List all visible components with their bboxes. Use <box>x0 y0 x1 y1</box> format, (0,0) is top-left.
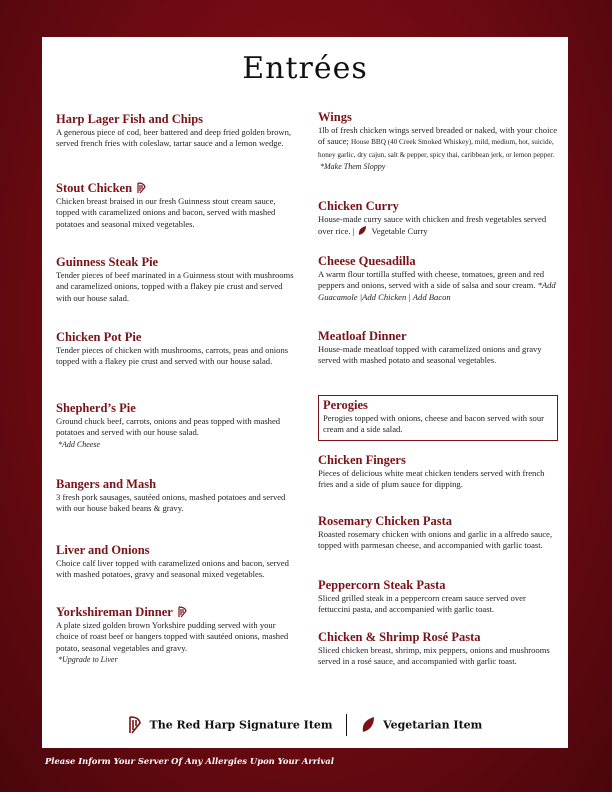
menu-item <box>318 514 558 552</box>
leaf-icon <box>358 225 367 236</box>
item-note: *Add Cheese <box>58 439 100 449</box>
menu-item <box>318 329 558 367</box>
item-description: 3 fresh pork sausages, sautéed onions, mashed potatoes and served with our house baked beans & gravy. <box>56 492 286 514</box>
menu-item <box>318 630 558 668</box>
item-name: Chicken & Shrimp Rosé Pasta <box>318 630 481 644</box>
menu-item <box>56 181 296 230</box>
legend-vegetarian-label: Vegetarian Item <box>383 718 483 732</box>
page-title: Entrées <box>242 51 368 86</box>
item-name: Shepherd’s Pie <box>56 401 136 415</box>
item-name: Peppercorn Steak Pasta <box>318 578 446 592</box>
item-description: House-made meatloaf topped with caramelized onions and gravy served with mashed potato and seasonal vegetables. <box>318 344 542 366</box>
item-description: Tender pieces of chicken with mushrooms, carrots, peas and onions topped with a flakey pie crust and served with our house salad. <box>56 345 289 367</box>
legend-divider <box>346 714 347 736</box>
item-name: Liver and Onions <box>56 543 150 557</box>
item-name: Chicken Fingers <box>318 453 406 467</box>
sauce-list: House BBQ (40 Creek Smoked Whiskey), mild, medium, hot, suicide, honey garlic, dry cajun, salt & pepper, spicy thai, caribbean jerk, or lemon pepper. <box>318 138 555 159</box>
item-description: Chicken breast braised in our fresh Guinness stout cream sauce, topped with caramelized onions and bacon, served with mashed potatoes and seasonal mixed vegetables. <box>56 196 276 229</box>
item-description: A plate sized golden brown Yorkshire pudding served with your choice of roast beef or bangers topped with sautéed onions, mashed potato, seasonal vegetables and gravy. <box>56 620 289 653</box>
item-description: Ground chuck beef, carrots, onions and peas topped with mashed potatoes and served with our house salad. <box>56 416 281 438</box>
item-name: Guinness Steak Pie <box>56 255 159 269</box>
menu-item <box>318 110 558 173</box>
featured-item-box <box>318 395 558 441</box>
item-description: Perogies topped with onions, cheese and bacon served with sour cream and a side salad. <box>323 413 544 435</box>
item-note: *Upgrade to Liver <box>58 655 118 665</box>
item-description: House-made curry sauce with chicken and fresh vegetables served over rice. | <box>318 214 547 237</box>
menu-item <box>318 453 558 491</box>
item-name: Wings <box>318 110 352 124</box>
harp-icon <box>128 715 142 735</box>
item-name: Yorkshireman Dinner <box>56 605 173 619</box>
item-note: *Make Them Sloppy <box>320 162 386 172</box>
menu-item <box>56 330 296 368</box>
item-description: Sliced chicken breast, shrimp, mix peppers, onions and mushrooms served in a rosé sauce, and accompanied with garlic toast. <box>318 645 550 667</box>
item-description: A generous piece of cod, beer battered and deep fried golden brown, served french fries with coleslaw, tartar sauce and a lemon wedge. <box>56 127 292 149</box>
legend-signature-label: The Red Harp Signature Item <box>149 718 333 732</box>
item-name: Rosemary Chicken Pasta <box>318 514 453 528</box>
item-name: Chicken Curry <box>318 199 399 213</box>
item-name: Stout Chicken <box>56 181 133 195</box>
item-description: Tender pieces of beef marinated in a Guinness stout with mushrooms and caramelized onions, topped with a flakey pie crust and served with our house salad. <box>56 270 294 303</box>
item-description: Roasted rosemary chicken with onions and garlic in a alfredo sauce, topped with parmesan cheese, and accompanied with garlic toast. <box>318 529 553 551</box>
item-description: Pieces of delicious white meat chicken tenders served with french fries and a side of plum sauce for dipping. <box>318 468 545 490</box>
item-name: Cheese Quesadilla <box>318 254 416 268</box>
harp-icon <box>178 606 187 618</box>
menu-item <box>56 477 296 515</box>
item-description: A warm flour tortilla stuffed with cheese, tomatoes, green and red peppers and onions, served with a side of salsa and sour cream. <box>318 269 545 291</box>
leaf-icon <box>361 716 375 734</box>
item-name: Perogies <box>323 398 368 412</box>
item-name: Meatloaf Dinner <box>318 329 407 343</box>
harp-icon <box>137 182 146 194</box>
menu-item <box>56 112 296 150</box>
item-note: *Add Guacamole |Add Chicken | Add Bacon <box>318 280 556 302</box>
allergy-notice: Please Inform Your Server Of Any Allergies Upon Your Arrival <box>45 756 334 766</box>
vegetarian-option: Vegetable Curry <box>371 226 428 237</box>
menu-item <box>56 255 296 304</box>
menu-item <box>56 401 296 450</box>
menu-item <box>56 605 296 666</box>
menu-page <box>42 37 568 748</box>
legend <box>42 714 568 736</box>
menu-item <box>318 578 558 616</box>
item-description: Choice calf liver topped with caramelized onions and bacon, served with mashed potatoes, gravy and seasonal mixed vegetables. <box>56 558 289 580</box>
item-name: Bangers and Mash <box>56 477 157 491</box>
item-name: Chicken Pot Pie <box>56 330 142 344</box>
item-description: 1lb of fresh chicken wings served breaded or naked, with your choice of sauce; <box>318 125 558 147</box>
item-description: Sliced grilled steak in a peppercorn cream sauce served over fettuccini pasta, and accompanied with garlic toast. <box>318 593 526 615</box>
menu-item <box>318 199 558 238</box>
menu-item <box>56 543 296 581</box>
item-name: Harp Lager Fish and Chips <box>56 112 204 126</box>
menu-item <box>318 254 558 303</box>
